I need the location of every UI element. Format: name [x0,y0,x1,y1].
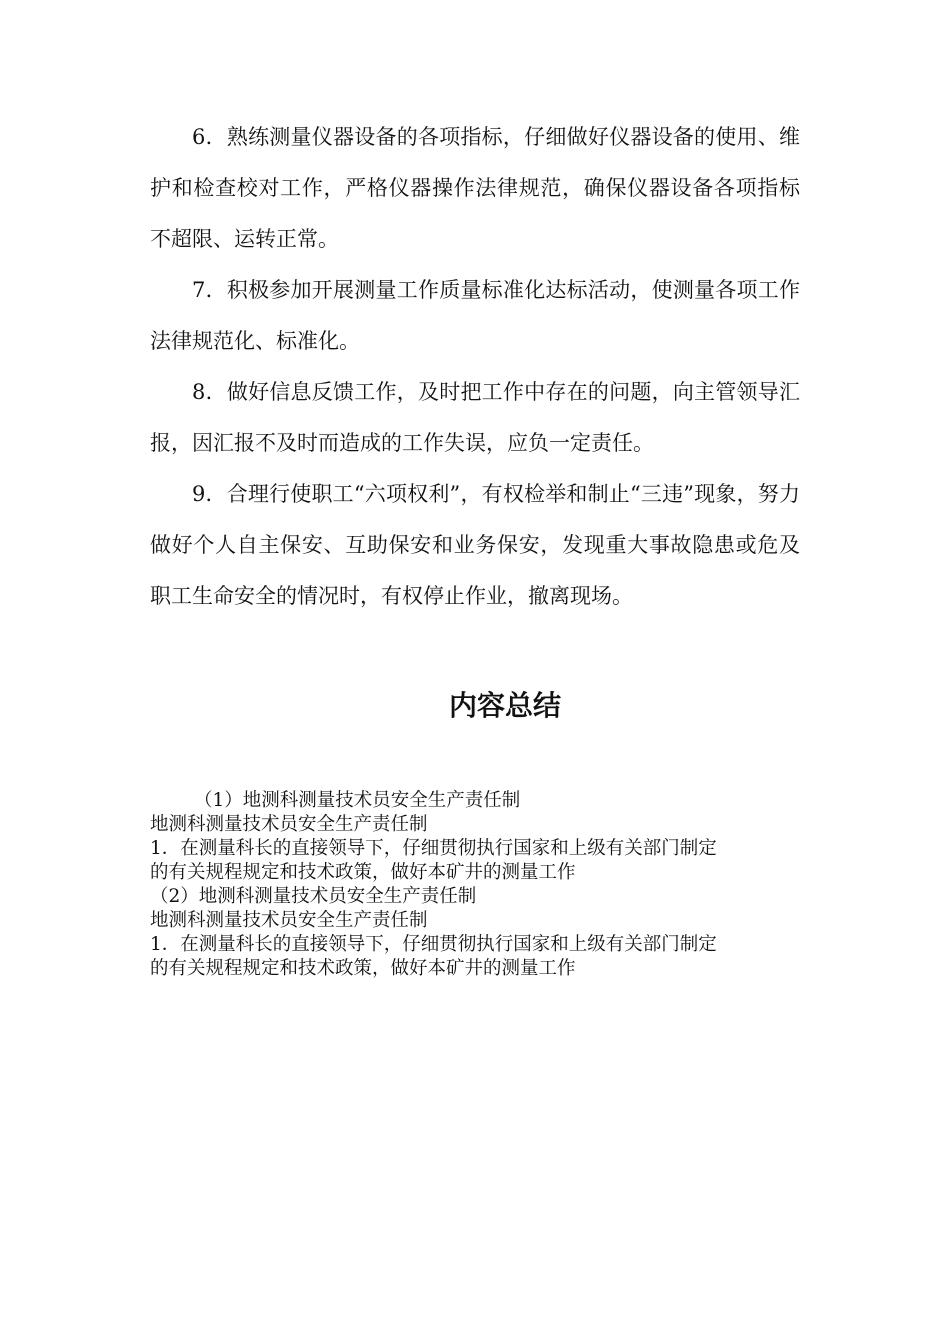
summary-line: 1．在测量科长的直接领导下，仔细贯彻执行国家和上级有关部门制定 [150,934,717,955]
summary-line: 1．在测量科长的直接领导下，仔细贯彻执行国家和上级有关部门制定 [150,838,717,859]
summary-line: （2）地测科测量技术员安全生产责任制 [150,886,477,907]
summary-title: 内容总结 [448,689,561,722]
summary-line: 地测科测量技术员安全生产责任制 [150,814,428,835]
summary-line: 的有关规程规定和技术政策，做好本矿井的测量工作 [150,862,576,883]
summary-section [150,789,800,981]
paragraph-8: 8．做好信息反馈工作，及时把工作中存在的问题，向主管领导汇报，因汇报不及时而造成的工作失误，应负一定责任。 [150,380,800,455]
paragraph-7: 7．积极参加开展测量工作质量标准化达标活动，使测量各项工作法律规范化、标准化。 [150,278,800,353]
summary-line: 的有关规程规定和技术政策，做好本矿井的测量工作 [150,958,576,979]
summary-line: （1）地测科测量技术员安全生产责任制 [194,790,521,811]
paragraph-6: 6．熟练测量仪器设备的各项指标，仔细做好仪器设备的使用、维护和检查校对工作，严格仪器操作法律规范，确保仪器设备各项指标不超限、运转正常。 [150,125,800,251]
summary-line: 地测科测量技术员安全生产责任制 [150,910,428,931]
paragraph-9: 9．合理行使职工“六项权利”，有权检举和制止“三违”现象，努力做好个人自主保安、互助保安和业务保安，发现重大事故隐患或危及职工生命安全的情况时，有权停止作业，撤离现场。 [150,482,800,608]
body-text [150,112,800,622]
